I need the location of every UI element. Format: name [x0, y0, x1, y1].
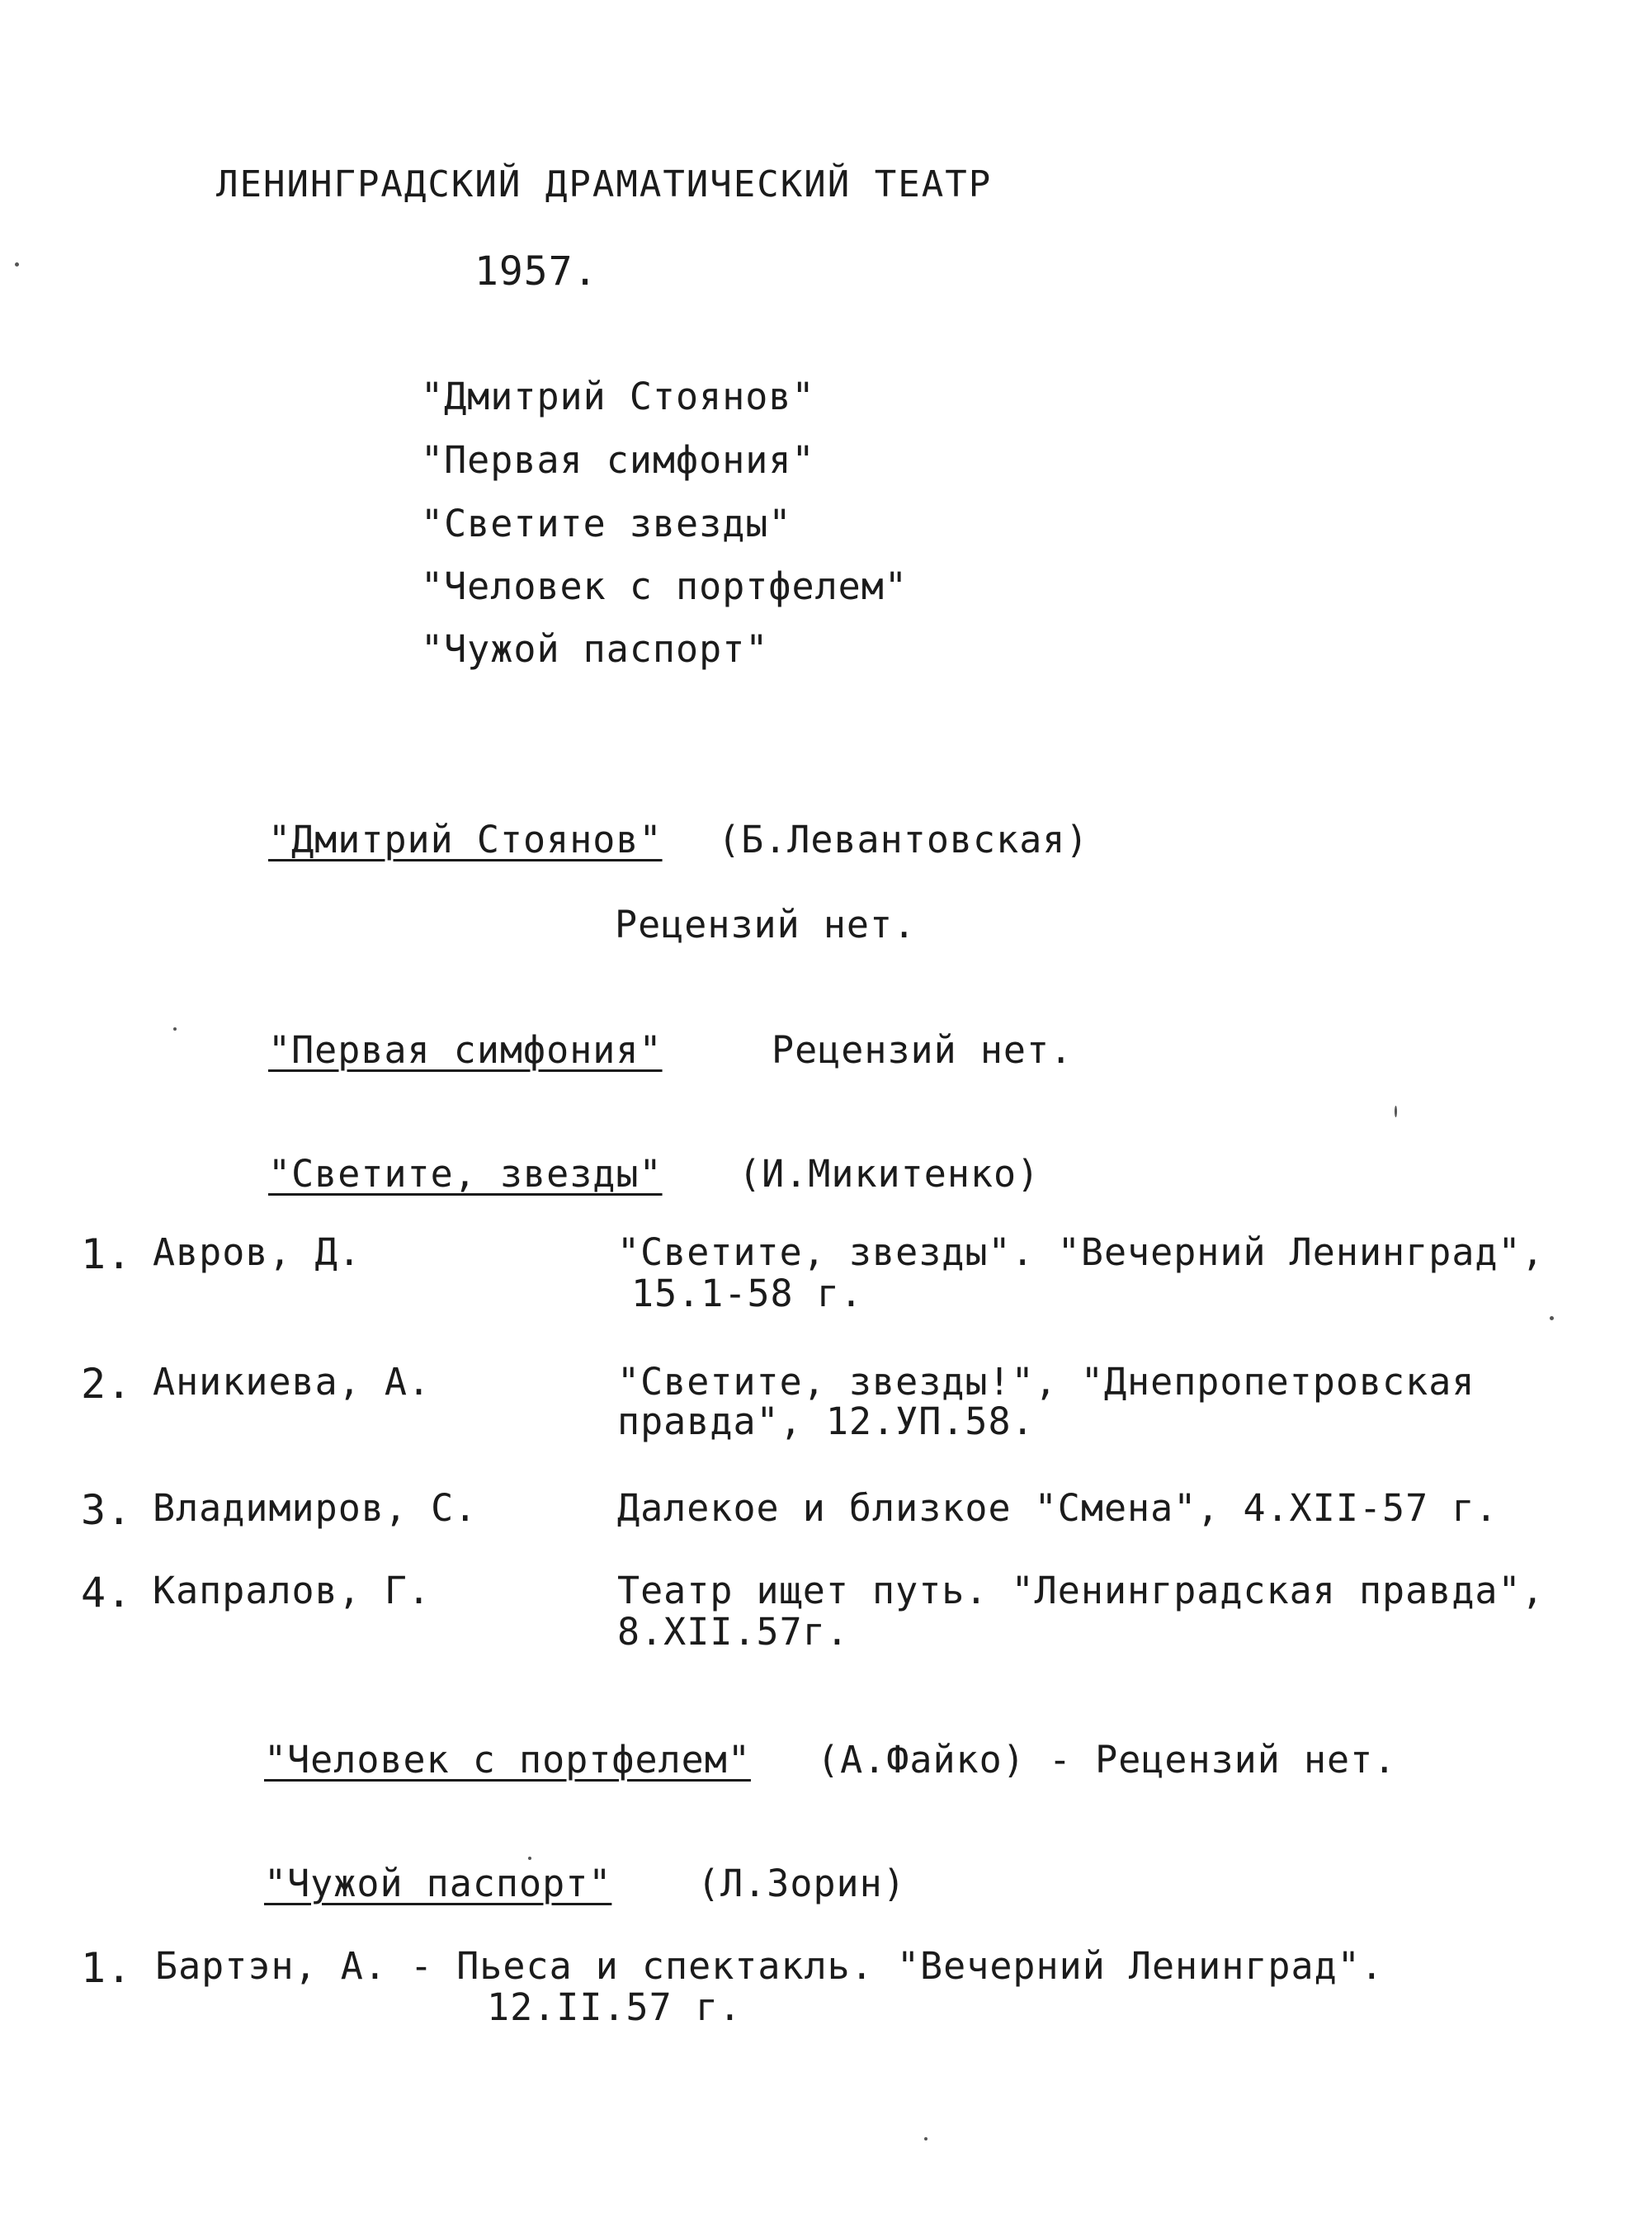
section-note: (А.Файко) - Рецензий нет.: [817, 1738, 1397, 1782]
section-title: "Светите, звезды": [268, 1152, 663, 1196]
review-citation-date: 15.1-58 г.: [631, 1272, 863, 1315]
no-reviews-note: Рецензий нет.: [615, 903, 917, 946]
scan-speck: [1550, 1316, 1554, 1320]
section-author: (Л.Зорин): [697, 1862, 906, 1905]
review-number: 3.: [81, 1486, 133, 1534]
review-number: 1.: [81, 1230, 133, 1278]
review-author: Аникиева, А.: [153, 1360, 432, 1404]
section-title: "Чужой паспорт": [264, 1862, 612, 1905]
theatre-title: ЛЕНИНГРАДСКИЙ ДРАМАТИЧЕСКИЙ ТЕАТР: [216, 163, 993, 205]
play-list-item: "Дмитрий Стоянов": [421, 375, 815, 418]
review-author: Авров, Д.: [153, 1230, 361, 1274]
review-citation: Бартэн, А. - Пьеса и спектакль. "Вечерний Ленинград".: [155, 1944, 1384, 1988]
review-citation-date: 12.II.57 г.: [487, 1985, 743, 2029]
scan-speck: [15, 262, 19, 267]
review-citation: "Светите, звезды". "Вечерний Ленинград",: [617, 1230, 1545, 1274]
section-title: "Дмитрий Стоянов": [268, 818, 663, 861]
scan-speck: [173, 1027, 177, 1031]
play-list-item: "Чужой паспорт": [421, 627, 769, 671]
section-author: (Б.Левантовская): [718, 818, 1089, 861]
play-list-item: "Человек с портфелем": [421, 564, 908, 608]
review-number: 1.: [81, 1944, 133, 1992]
review-author: Капралов, Г.: [153, 1569, 432, 1612]
play-list-item: "Светите звезды": [421, 502, 792, 545]
play-list-item: "Первая симфония": [421, 438, 815, 482]
section-author: (И.Микитенко): [739, 1152, 1041, 1196]
review-citation: Далекое и близкое "Смена", 4.XII-57 г.: [617, 1486, 1499, 1530]
review-citation: Театр ищет путь. "Ленинградская правда",: [617, 1569, 1545, 1612]
review-citation: "Светите, звезды!", "Днепропетровская: [617, 1360, 1475, 1404]
review-number: 4.: [81, 1569, 133, 1617]
review-citation-date: правда", 12.УП.58.: [617, 1399, 1035, 1443]
review-author: Владимиров, С.: [153, 1486, 478, 1530]
scan-speck: [924, 2137, 927, 2140]
scan-speck: [528, 1857, 531, 1860]
section-title: "Первая симфония": [268, 1028, 663, 1072]
year: 1957.: [474, 248, 598, 295]
review-citation-date: 8.XII.57г.: [617, 1610, 849, 1654]
section-title: "Человек с портфелем": [264, 1738, 751, 1782]
scan-speck: [1395, 1106, 1397, 1117]
no-reviews-note: Рецензий нет.: [772, 1028, 1074, 1072]
review-number: 2.: [81, 1360, 133, 1408]
